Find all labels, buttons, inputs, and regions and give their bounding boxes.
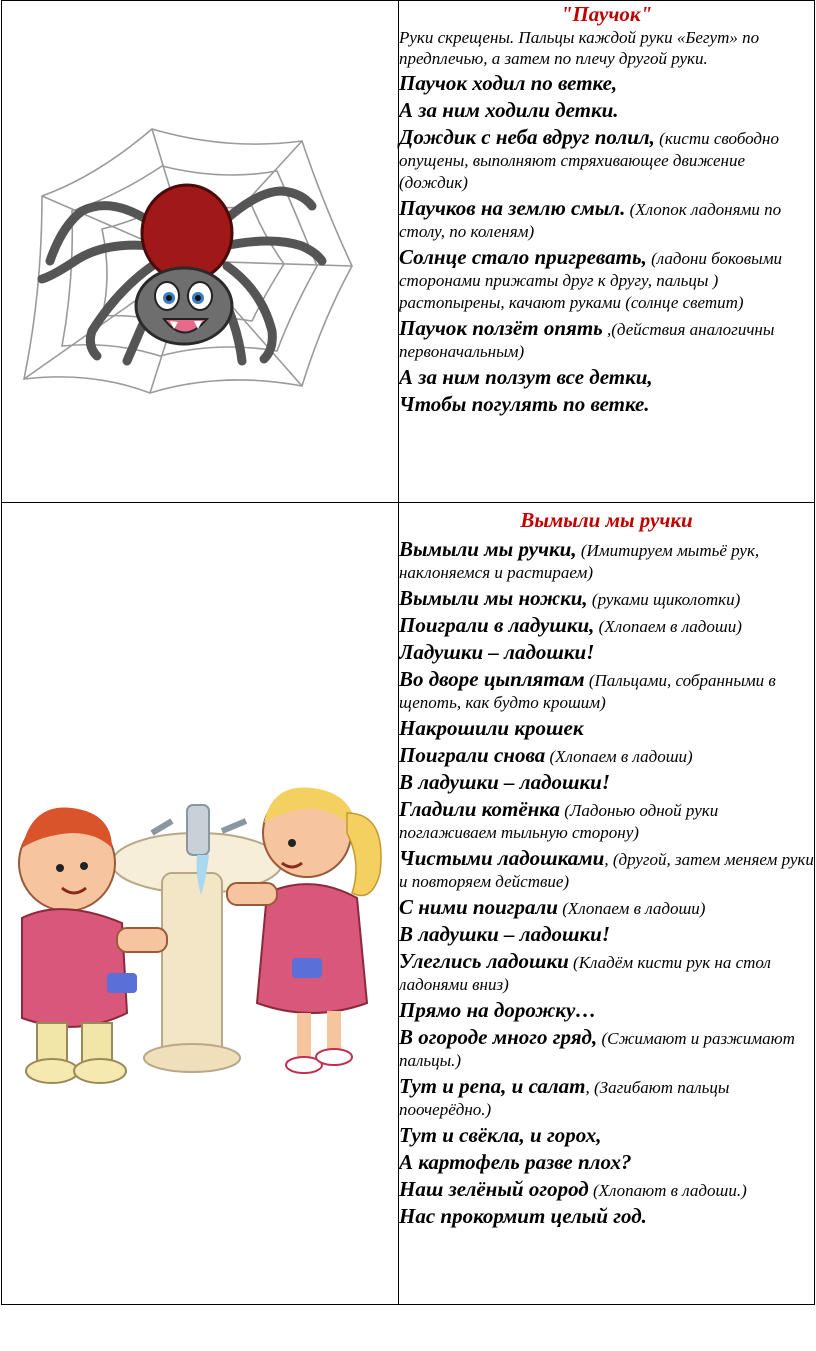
verse-line: Поиграли в ладушки, (Хлопаем в ладоши): [399, 613, 742, 637]
verse-line: Паучков на землю смыл. (Хлопок ладонями по столу, по коленям): [399, 196, 782, 241]
verse-line: Паучок ходил по ветке,: [399, 71, 618, 95]
spider-text-cell: [399, 1, 815, 503]
verse-line: Нас прокормит целый год.: [399, 1204, 647, 1228]
verse-line: Чистыми ладошками, (другой, затем меняем руки и повторяем действие): [399, 846, 814, 891]
verse-line: Вымыли мы ножки, (руками щиколотки): [399, 586, 741, 610]
verse-line: Накрошили крошек: [399, 716, 584, 740]
verse-line: Вымыли мы ручки, (Имитируем мытьё рук, наклоняемся и растираем): [399, 537, 760, 582]
spider-illustration: [2, 1, 398, 502]
verse-line: Солнце стало пригревать, (ладони боковыми сторонами прижаты друг к другу, пальцы ) растопырены, качают руками (солнце светит): [399, 245, 783, 312]
verse-line: Во дворе цыплятам (Пальцами, собранными в щепоть, как будто крошим): [399, 667, 776, 712]
verse-line: Гладили котёнка (Ладонью одной руки поглаживаем тыльную сторону): [399, 797, 719, 842]
verse-line: Чтобы погулять по ветке.: [399, 392, 650, 416]
card-title: Вымыли мы ручки: [520, 508, 693, 532]
verse-line: В ладушки – ладошки!: [399, 770, 610, 794]
verse-line: Дождик с неба вдруг полил, (кисти свободно опущены, выполняют стряхивающее движение (дождик): [399, 125, 779, 192]
verse-line: Ладушки – ладошки!: [399, 640, 595, 664]
card-row-handwashing: [2, 503, 815, 1305]
verse-line: В ладушки – ладошки!: [399, 922, 610, 946]
spider-image-cell: [2, 1, 399, 503]
verse-line: А за ним ползут все детки,: [399, 365, 653, 389]
card-row-spider: [2, 1, 815, 503]
verse-line: В огороде много гряд, (Сжимают и разжимают пальцы.): [399, 1025, 795, 1070]
rhymes-table: [1, 0, 815, 1305]
verse-line: А картофель разве плох?: [399, 1150, 632, 1174]
verse-line: Прямо на дорожку…: [399, 998, 597, 1022]
handwashing-illustration: [2, 503, 398, 1304]
handwashing-image-cell: [2, 503, 399, 1305]
card-intro: Руки скрещены. Пальцы каждой руки «Бегут» по предплечью, а затем по плечу другой руки.: [399, 28, 760, 68]
verse-line: Тут и репа, и салат, (Загибают пальцы поочерёдно.): [399, 1074, 730, 1119]
verse-line: Тут и свёкла, и горох,: [399, 1123, 602, 1147]
verse-line: Улеглись ладошки (Кладём кисти рук на стол ладонями вниз): [399, 949, 771, 994]
verse-line: С ними поиграли (Хлопаем в ладоши): [399, 895, 706, 919]
verse-line: Поиграли снова (Хлопаем в ладоши): [399, 743, 693, 767]
handwashing-text-cell: [399, 503, 815, 1305]
verse-line: Наш зелёный огород (Хлопают в ладоши.): [399, 1177, 747, 1201]
verse-line: А за ним ходили детки.: [399, 98, 619, 122]
verse-line: Паучок ползёт опять ,(действия аналогичны первоначальным): [399, 316, 775, 361]
card-title: "Паучок": [560, 2, 653, 26]
